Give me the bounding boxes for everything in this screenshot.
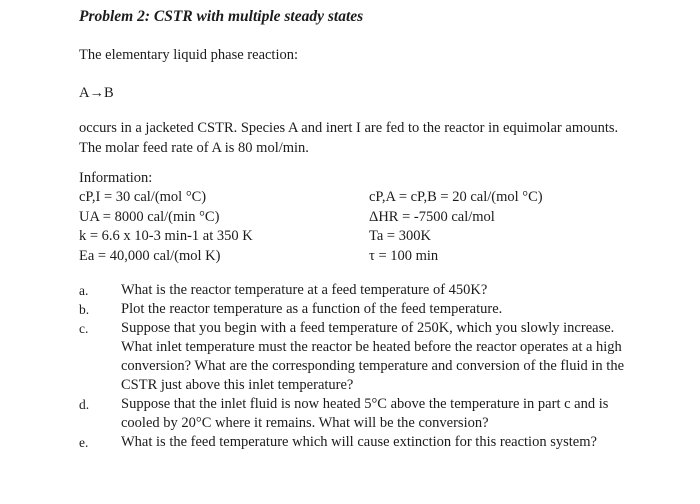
info-residence-time: τ = 100 min — [369, 247, 439, 264]
info-left-column — [79, 188, 253, 266]
question-text: What is the reactor temperature at a feed temperature of 450K? — [121, 282, 488, 298]
question-list — [79, 281, 639, 452]
question-text: Plot the reactor temperature as a function of the feed temperature. — [121, 301, 503, 317]
info-activation-energy: Ea = 40,000 cal/(mol K) — [79, 247, 221, 264]
problem-title: Problem 2: CSTR with multiple steady states — [79, 8, 364, 25]
question-b — [79, 300, 639, 319]
question-text: What is the feed temperature which will cause extinction for this reaction system? — [121, 434, 597, 450]
intro-text: The elementary liquid phase reaction: — [79, 47, 299, 63]
question-text: Suppose that you begin with a feed temperature of 250K, which you slowly increase. What inlet temperature must the reactor be heated before the reactor operates at a high conversion? What are the corresponding temperature and conversion of the fluid in the CSTR just above this inlet temperature? — [121, 320, 625, 393]
description-paragraph: occurs in a jacketed CSTR. Species A and inert I are fed to the reactor in equimolar amounts. The molar feed rate of A is 80 mol/min. — [79, 120, 619, 156]
question-c — [79, 319, 639, 395]
question-letter: e. — [79, 435, 89, 450]
info-ambient-temp: Ta = 300K — [369, 228, 431, 244]
info-ua: UA = 8000 cal/(min °C) — [79, 208, 220, 225]
question-letter: c. — [79, 321, 89, 336]
question-text: Suppose that the inlet fluid is now heated 5°C above the temperature in part c and is cooled by 20°C where it remains. What will be the conversion? — [121, 396, 609, 431]
info-cp-inert: cP,I = 30 cal/(mol °C) — [79, 189, 207, 205]
information-label: Information: — [79, 170, 153, 186]
question-a — [79, 281, 639, 300]
info-cp-a-b: cP,A = cP,B = 20 cal/(mol °C) — [369, 189, 543, 205]
question-letter: d. — [79, 397, 90, 412]
question-d — [79, 395, 639, 433]
question-e — [79, 433, 639, 452]
reaction-equation: A→B — [79, 85, 114, 101]
question-letter: a. — [79, 283, 89, 298]
question-letter: b. — [79, 302, 90, 317]
info-right-column — [369, 188, 543, 266]
info-heat-of-reaction: ΔHR = -7500 cal/mol — [369, 208, 495, 225]
info-rate-constant: k = 6.6 x 10-3 min-1 at 350 K — [79, 228, 253, 244]
